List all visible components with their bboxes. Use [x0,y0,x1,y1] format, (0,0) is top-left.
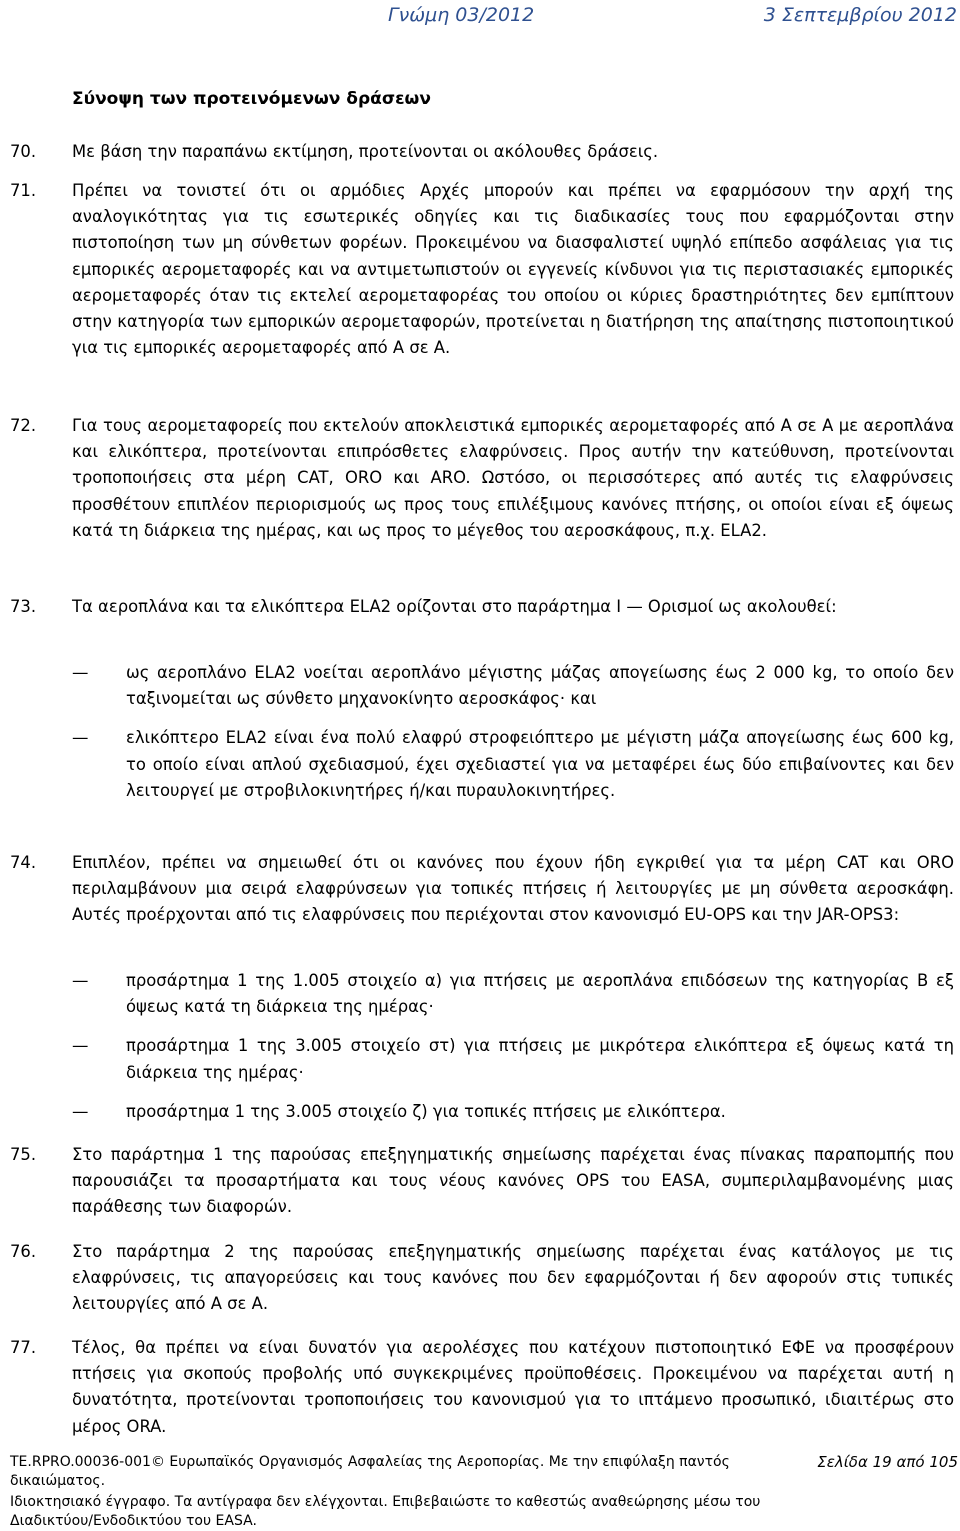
list-item [72,1033,954,1085]
paragraph-text: Επιπλέον, πρέπει να σημειωθεί ότι οι κανόνες που έχουν ήδη εγκριθεί για τα μέρη CAT και ORO περιλαμβάνουν μια σειρά ελαφρύνσεων για τοπικές πτήσεις ή λειτουργίες με μη σύνθετα αεροσκάφη. Αυτές προέρχονται από τις ελαφρύνσεις που περιέχονται στον κανονισμό EU-OPS και την JAR-OPS3: [72,853,954,925]
paragraph-76 [10,1239,954,1318]
paragraph-71 [10,178,954,361]
paragraph-70 [10,139,954,165]
paragraph-text: Τέλος, θα πρέπει να είναι δυνατόν για αερολέσχες που κατέχουν πιστοποιητικό ΕΦΕ να προσφέρουν πτήσεις για σκοπούς προβολής υπό συγκεκριμένες προϋποθέσεις. Προκειμένου να παρέχεται αυτή η δυνατότητα, προτείνονται τροποποιήσεις του κανονισμού για το ιπτάμενο προσωπικό, ιδιαιτέρως στο μέρος ORA. [72,1338,954,1436]
bullet-list-74 [72,968,954,1138]
bullet-list-73 [72,660,954,817]
paragraph-72 [10,413,954,544]
paragraph-number: 74. [10,853,37,872]
list-item-text: ελικόπτερο ELA2 είναι ένα πολύ ελαφρύ στροφειόπτερο με μέγιστη μάζα απογείωσης έως 600 kg, το οποίο είναι απλού σχεδιασμού, έχει σχεδιαστεί για να μεταφέρει έως δύο επιβαίνοντες και δεν λειτουργεί με στροβιλοκινητήρες ή/και πυραυλοκινητήρες. [126,728,954,800]
paragraph-text: Με βάση την παραπάνω εκτίμηση, προτείνονται οι ακόλουθες δράσεις. [72,142,659,161]
paragraph-75 [10,1142,954,1221]
paragraph-number: 77. [10,1338,37,1357]
section-title: Σύνοψη των προτεινόμενων δράσεων [72,89,431,109]
list-item [72,725,954,804]
dash-bullet: — [72,971,89,990]
dash-bullet: — [72,728,89,748]
copyright-notice: TE.RPRO.00036-001© Ευρωπαϊκός Οργανισμός Ασφαλείας της Αεροπορίας. Με την επιφύλαξη παντός δικαιώματος. [10,1454,730,1489]
paragraph-text: Τα αεροπλάνα και τα ελικόπτερα ELA2 ορίζονται στο παράρτημα I — Ορισμοί ως ακολουθεί: [72,597,837,616]
document-date: 3 Σεπτεμβρίου 2012 [763,4,957,26]
paragraph-number: 72. [10,416,37,435]
list-item [72,968,954,1020]
paragraph-74 [10,850,954,929]
list-item-text: ως αεροπλάνο ELA2 νοείται αεροπλάνο μέγιστης μάζας απογείωσης έως 2 000 kg, το οποίο δεν ταξινομείται ως σύνθετο μηχανοκίνητο αεροσκάφος· και [126,663,954,709]
document-control-notice: Ιδιοκτησιακό έγγραφο. Τα αντίγραφα δεν ελέγχονται. Επιβεβαιώστε το καθεστώς αναθεώρησης μέσω του Διαδικτύου/Ενδοδικτύου του EASA. [10,1494,761,1529]
paragraph-number: 73. [10,597,37,616]
paragraph-text: Πρέπει να τονιστεί ότι οι αρμόδιες Αρχές μπορούν και πρέπει να εφαρμόσουν την αρχή της αναλογικότητας για τις εσωτερικές οδηγίες και τις διαδικασίες τους που εφαρμόζονται στην πιστοποίηση των μη σύνθετων φορέων. Προκειμένου να διασφαλιστεί υψηλό επίπεδο ασφάλειας για τις εμπορικές αερομεταφορές και να αντιμετωπιστούν οι εγγενείς κίνδυνοι για τις περιστασιακές εμπορικές αερομεταφορές όταν τις εκτελεί αερομεταφορέας του οποίου οι κύριες δραστηριότητες δεν εμπίπτουν στην κατηγορία των εμπορικών αερομεταφορών, προτείνεται η διατήρηση της απαίτησης πιστοποιητικού για τις εμπορικές αερομεταφορές από Α σε Α. [72,181,954,358]
dash-bullet: — [72,1101,89,1121]
paragraph-number: 70. [10,142,37,161]
page-header [0,4,960,34]
dash-bullet: — [72,663,89,682]
paragraph-number: 75. [10,1145,37,1164]
paragraph-text: Για τους αερομεταφορείς που εκτελούν αποκλειστικά εμπορικές αερομεταφορές από Α σε Α με αεροπλάνα και ελικόπτερα, προτείνονται επιπρόσθετες ελαφρύνσεις. Προς αυτήν την κατεύθυνση, προτείνονται τροποποιήσεις στα μέρη CAT, ORO και ARO. Ωστόσο, οι περισσότερες από αυτές τις ελαφρύνσεις προσθέτουν επιπλέον περιορισμούς ως προς τους επιλέξιμους κανόνες πτήσης, οι οποίοι είναι εξ όψεως κατά τη διάρκεια της ημέρας, και ως προς το μέγεθος του αεροσκάφους, π.χ. ELA2. [72,416,954,540]
list-item [72,1099,954,1125]
list-item-text: προσάρτημα 1 της 3.005 στοιχείο ζ) για τοπικές πτήσεις με ελικόπτερα. [126,1101,726,1121]
paragraph-text: Στο παράρτημα 2 της παρούσας επεξηγηματικής σημείωσης παρέχεται ένας κατάλογος με τις ελαφρύνσεις, τις απαγορεύσεις και τους κανόνες που δεν εφαρμόζονται ή δεν αφορούν στις τυπικές λειτουργίες από Α σε Α. [72,1242,954,1314]
paragraph-number: 71. [10,181,37,200]
list-item-text: προσάρτημα 1 της 3.005 στοιχείο στ) για πτήσεις με μικρότερα ελικόπτερα εξ όψεως κατά τη διάρκεια της ημέρας· [126,1036,954,1082]
page-number: Σελίδα 19 από 105 [817,1453,958,1471]
paragraph-77 [10,1335,954,1440]
document-reference: Γνώμη 03/2012 [388,4,535,26]
list-item [72,660,954,712]
paragraph-number: 76. [10,1242,37,1261]
paragraph-73 [10,594,954,620]
list-item-text: προσάρτημα 1 της 1.005 στοιχείο α) για πτήσεις με αεροπλάνα επιδόσεων της κατηγορίας B εξ όψεως κατά τη διάρκεια της ημέρας· [126,971,954,1017]
dash-bullet: — [72,1036,89,1056]
paragraph-text: Στο παράρτημα 1 της παρούσας επεξηγηματικής σημείωσης παρέχεται ένας πίνακας παραπομπής που παρουσιάζει τα προσαρτήματα και τους νέους κανόνες OPS του EASA, συμπεριλαμβανομένης μιας παράθεσης των διαφορών. [72,1145,954,1217]
